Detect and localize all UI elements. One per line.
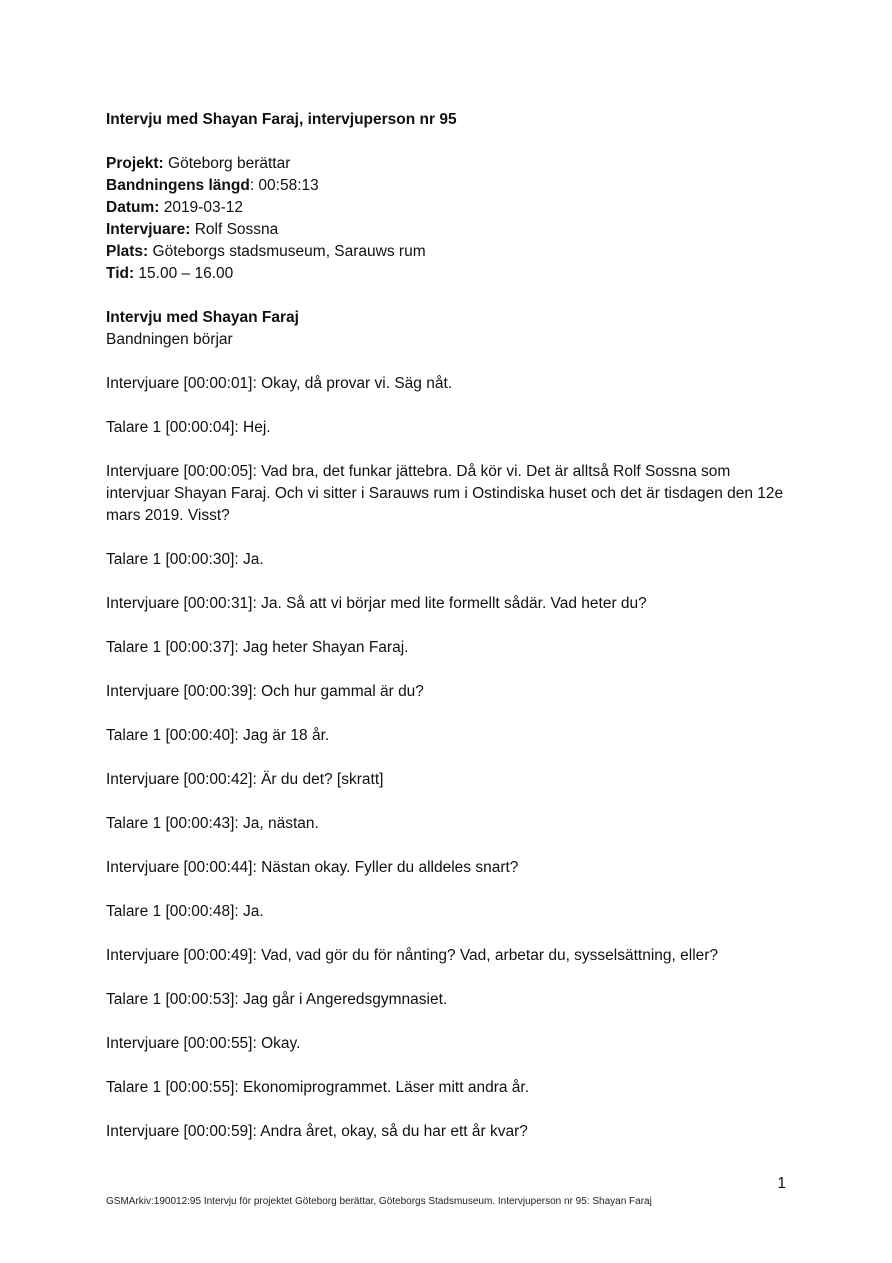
- transcript-turn: Talare 1 [00:00:48]: Ja.: [106, 903, 264, 920]
- metadata-place: [106, 241, 796, 263]
- metadata-value: 2019-03-12: [159, 199, 243, 216]
- page-number: 1: [777, 1175, 786, 1192]
- transcript-turn: Talare 1 [00:00:37]: Jag heter Shayan Faraj.: [106, 639, 409, 656]
- metadata-project: [106, 153, 796, 175]
- metadata-length: [106, 175, 796, 197]
- metadata-value: Göteborg berättar: [163, 155, 291, 172]
- metadata-value: Göteborgs stadsmuseum, Sarauws rum: [148, 243, 426, 260]
- transcript-turn: Talare 1 [00:00:43]: Ja, nästan.: [106, 815, 319, 832]
- transcript-turn: Intervjuare [00:00:31]: Ja. Så att vi börjar med lite formellt sådär. Vad heter du?: [106, 595, 647, 612]
- transcript-turn: Intervjuare [00:00:39]: Och hur gammal är du?: [106, 683, 424, 700]
- transcript-turn: Intervjuare [00:00:05]: Vad bra, det funkar jättebra. Då kör vi. Det är alltså Rolf Sossna som intervjuar Shayan Faraj. Och vi sitter i Sarauws rum i Ostindiska huset och det är tisdagen den 12e mars 2019. Visst?: [106, 463, 784, 524]
- metadata-label: Bandningens längd: [106, 177, 250, 194]
- metadata-label: Projekt:: [106, 155, 164, 172]
- transcript-turn: Talare 1 [00:00:55]: Ekonomiprogrammet. Läser mitt andra år.: [106, 1079, 530, 1096]
- transcript-turn: Intervjuare [00:00:55]: Okay.: [106, 1035, 301, 1052]
- transcript: [106, 373, 796, 1143]
- metadata-label: Plats:: [106, 243, 149, 260]
- metadata-label: Tid:: [106, 265, 135, 282]
- metadata-time: [106, 263, 796, 285]
- transcript-turn: Intervjuare [00:00:59]: Andra året, okay, så du har ett år kvar?: [106, 1123, 528, 1140]
- metadata-value: Rolf Sossna: [190, 221, 279, 238]
- metadata-date: [106, 197, 796, 219]
- section-subtitle: Bandningen börjar: [106, 331, 233, 348]
- metadata-label: Datum:: [106, 199, 160, 216]
- section-title: Intervju med Shayan Faraj: [106, 309, 299, 326]
- metadata-value: 15.00 – 16.00: [134, 265, 234, 282]
- transcript-turn: Talare 1 [00:00:04]: Hej.: [106, 419, 271, 436]
- transcript-turn: Intervjuare [00:00:01]: Okay, då provar vi. Säg nåt.: [106, 375, 453, 392]
- transcript-turn: Talare 1 [00:00:40]: Jag är 18 år.: [106, 727, 330, 744]
- document-page: [106, 109, 796, 1165]
- metadata-value: : 00:58:13: [249, 177, 319, 194]
- metadata-block: [106, 153, 796, 285]
- transcript-turn: Intervjuare [00:00:44]: Nästan okay. Fyller du alldeles snart?: [106, 859, 519, 876]
- transcript-turn: Talare 1 [00:00:53]: Jag går i Angeredsgymnasiet.: [106, 991, 448, 1008]
- metadata-label: Intervjuare:: [106, 221, 191, 238]
- transcript-turn: Intervjuare [00:00:49]: Vad, vad gör du för nånting? Vad, arbetar du, sysselsättning, eller?: [106, 947, 719, 964]
- transcript-turn: Intervjuare [00:00:42]: Är du det? [skratt]: [106, 771, 384, 788]
- metadata-interviewer: [106, 219, 796, 241]
- page-footer: GSMArkiv:190012:95 Intervju för projektet Göteborg berättar, Göteborgs Stadsmuseum. Intervjuperson nr 95: Shayan Faraj: [106, 1196, 652, 1207]
- transcript-turn: Talare 1 [00:00:30]: Ja.: [106, 551, 264, 568]
- document-title: Intervju med Shayan Faraj, intervjuperson nr 95: [106, 111, 457, 128]
